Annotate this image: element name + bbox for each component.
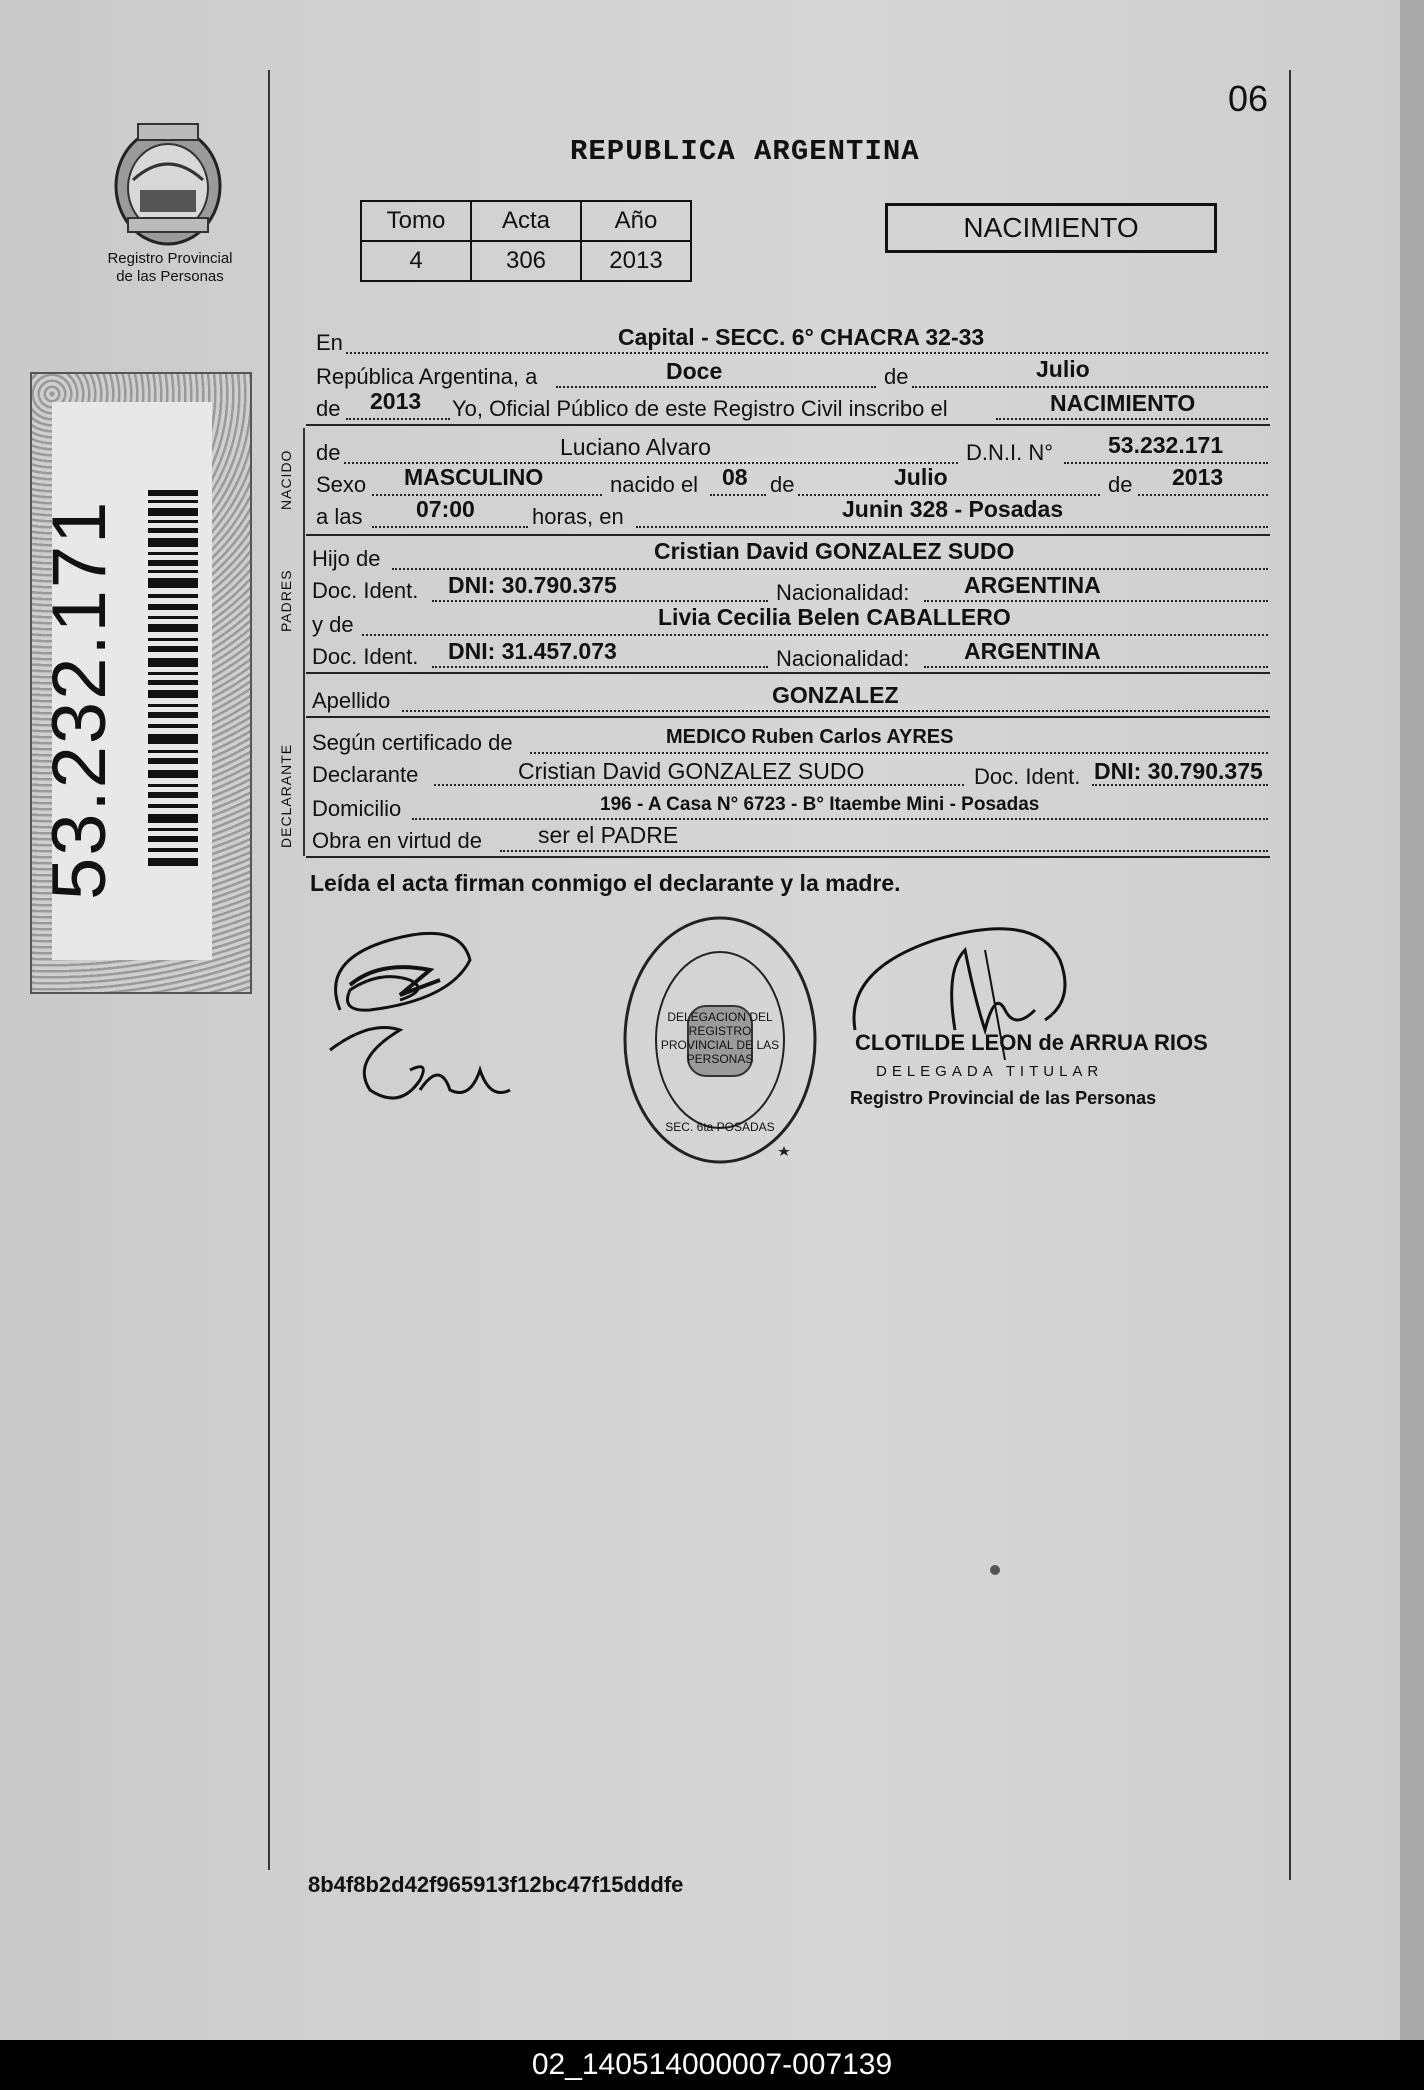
dotted-line [372, 494, 602, 496]
dotted-line [392, 568, 1268, 570]
page-number: 06 [1228, 78, 1269, 119]
misiones-coat-of-arms-icon [108, 118, 228, 248]
doc-ident-label: Doc. Ident. [312, 578, 419, 603]
table-value-tomo: 4 [361, 241, 471, 281]
seal-outer-text: DELEGACION DEL REGISTRO PROVINCIAL DE LAS PERSONAS [660, 1010, 780, 1066]
divider [306, 672, 1270, 674]
anio-value: 2013 [370, 388, 422, 414]
official-name: CLOTILDE LEON de ARRUA RIOS [855, 1030, 1208, 1055]
apellido-value: GONZALEZ [772, 682, 899, 708]
obra-value: ser el PADRE [538, 822, 679, 848]
nombre-value: Luciano Alvaro [560, 434, 711, 460]
madre-value: Livia Cecilia Belen CABALLERO [658, 604, 1011, 630]
dotted-line [710, 494, 766, 496]
dotted-line [346, 418, 450, 420]
de-label: de [316, 440, 341, 465]
nacionalidad-label: Nacionalidad: [776, 580, 910, 605]
sexo-value: MASCULINO [404, 464, 544, 490]
table-value-acta: 306 [471, 241, 581, 281]
dotted-line [432, 666, 768, 668]
hijo-label: Hijo de [312, 546, 381, 571]
nac-dia-value: 08 [722, 464, 748, 490]
alas-label: a las [316, 504, 363, 529]
barcode-number: 53.232.171 [37, 499, 122, 900]
dotted-line [346, 352, 1268, 354]
sexo-label: Sexo [316, 472, 367, 497]
table-header-tomo: Tomo [361, 201, 471, 241]
nacionalidad-label: Nacionalidad: [776, 646, 910, 671]
nacido-label: nacido el [610, 472, 699, 497]
de-label: de [770, 472, 795, 497]
acto-value: NACIMIENTO [1050, 390, 1196, 416]
section-label-nacido: NACIDO [278, 449, 294, 510]
table-value-anio: 2013 [581, 241, 691, 281]
signature-declarante-icon [310, 900, 530, 1140]
right-margin-line [1289, 70, 1291, 1880]
dotted-line [912, 386, 1268, 388]
lugar-inscripcion-value: Capital - SECC. 6° CHACRA 32-33 [618, 324, 985, 350]
apellido-label: Apellido [312, 688, 391, 713]
dotted-line [924, 600, 1268, 602]
paper-speck [990, 1565, 1000, 1575]
document-hash: 8b4f8b2d42f965913f12bc47f15dddfe [308, 1872, 684, 1897]
lugar-nacimiento-value: Junin 328 - Posadas [842, 496, 1064, 522]
mes-value: Julio [1036, 356, 1090, 382]
nacionalidad-madre-value: ARGENTINA [964, 638, 1101, 664]
doc-declarante-value: DNI: 30.790.375 [1094, 758, 1263, 784]
dotted-line [924, 666, 1268, 668]
dotted-line [1138, 494, 1268, 496]
doc-padre-value: DNI: 30.790.375 [448, 572, 617, 598]
closing-statement: Leída el acta firman conmigo el declarante y la madre. [310, 870, 901, 896]
certificado-value: MEDICO Ruben Carlos AYRES [666, 726, 954, 748]
dotted-line [500, 850, 1268, 852]
padre-value: Cristian David GONZALEZ SUDO [654, 538, 1015, 564]
official-role: DELEGADA TITULAR [876, 1063, 1104, 1080]
dotted-line [432, 600, 768, 602]
yo-text: Yo, Oficial Público de este Registro Civil inscribo el [452, 396, 948, 421]
nacionalidad-padre-value: ARGENTINA [964, 572, 1101, 598]
divider [306, 424, 1270, 426]
divider [306, 534, 1270, 536]
horas-label: horas, en [532, 504, 624, 529]
section-label-padres: PADRES [278, 569, 294, 632]
registry-name-line1: Registro Provincial [107, 250, 233, 267]
divider [306, 856, 1270, 858]
republica-label: República Argentina, a [316, 364, 538, 389]
de-label: de [1108, 472, 1133, 497]
seal-inner-text: SEC. 6ta POSADAS [665, 1120, 775, 1134]
declarante-label: Declarante [312, 762, 419, 787]
segun-label: Según certificado de [312, 730, 513, 755]
de-label: de [316, 396, 341, 421]
section-label-declarante: DECLARANTE [278, 743, 294, 848]
yde-label: y de [312, 612, 354, 637]
dni-label: D.N.I. N° [966, 440, 1054, 465]
table-header-acta: Acta [471, 201, 581, 241]
doc-ident-label: Doc. Ident. [974, 764, 1081, 789]
dotted-line [1064, 462, 1268, 464]
seal-text [660, 1010, 780, 1134]
table-header-anio: Año [581, 201, 691, 241]
tomo-acta-table [360, 200, 692, 282]
nac-mes-value: Julio [894, 464, 948, 490]
hora-value: 07:00 [416, 496, 475, 522]
divider [306, 716, 1270, 718]
nac-anio-value: 2013 [1172, 464, 1224, 490]
doc-madre-value: DNI: 31.457.073 [448, 638, 617, 664]
page-edge [1400, 0, 1424, 2040]
document-title: REPUBLICA ARGENTINA [570, 135, 920, 168]
dotted-line [362, 634, 1268, 636]
barcode-icon [148, 490, 198, 870]
dotted-line [636, 526, 1268, 528]
registry-name-line2: de las Personas [116, 268, 224, 285]
domicilio-label: Domicilio [312, 796, 402, 821]
domicilio-value: 196 - A Casa N° 6723 - B° Itaembe Mini - Posadas [600, 794, 1040, 815]
dotted-line [402, 710, 1268, 712]
official-organization: Registro Provincial de las Personas [850, 1088, 1157, 1108]
registry-name [90, 250, 250, 286]
en-label: En [316, 330, 343, 355]
left-margin-line [268, 70, 270, 1870]
de-label: de [884, 364, 909, 389]
dia-value: Doce [666, 358, 723, 384]
dotted-line [412, 818, 1268, 820]
dotted-line [530, 752, 1268, 754]
footer-id-bar: 02_140514000007-007139 [0, 2040, 1424, 2090]
dni-value: 53.232.171 [1108, 432, 1224, 458]
declarante-value: Cristian David GONZALEZ SUDO [518, 758, 865, 784]
dotted-line [556, 386, 876, 388]
doc-ident-label: Doc. Ident. [312, 644, 419, 669]
obra-label: Obra en virtud de [312, 828, 482, 853]
section-line [303, 428, 305, 856]
document-type-box: NACIMIENTO [885, 203, 1217, 253]
dotted-line [996, 418, 1268, 420]
dotted-line [372, 526, 528, 528]
